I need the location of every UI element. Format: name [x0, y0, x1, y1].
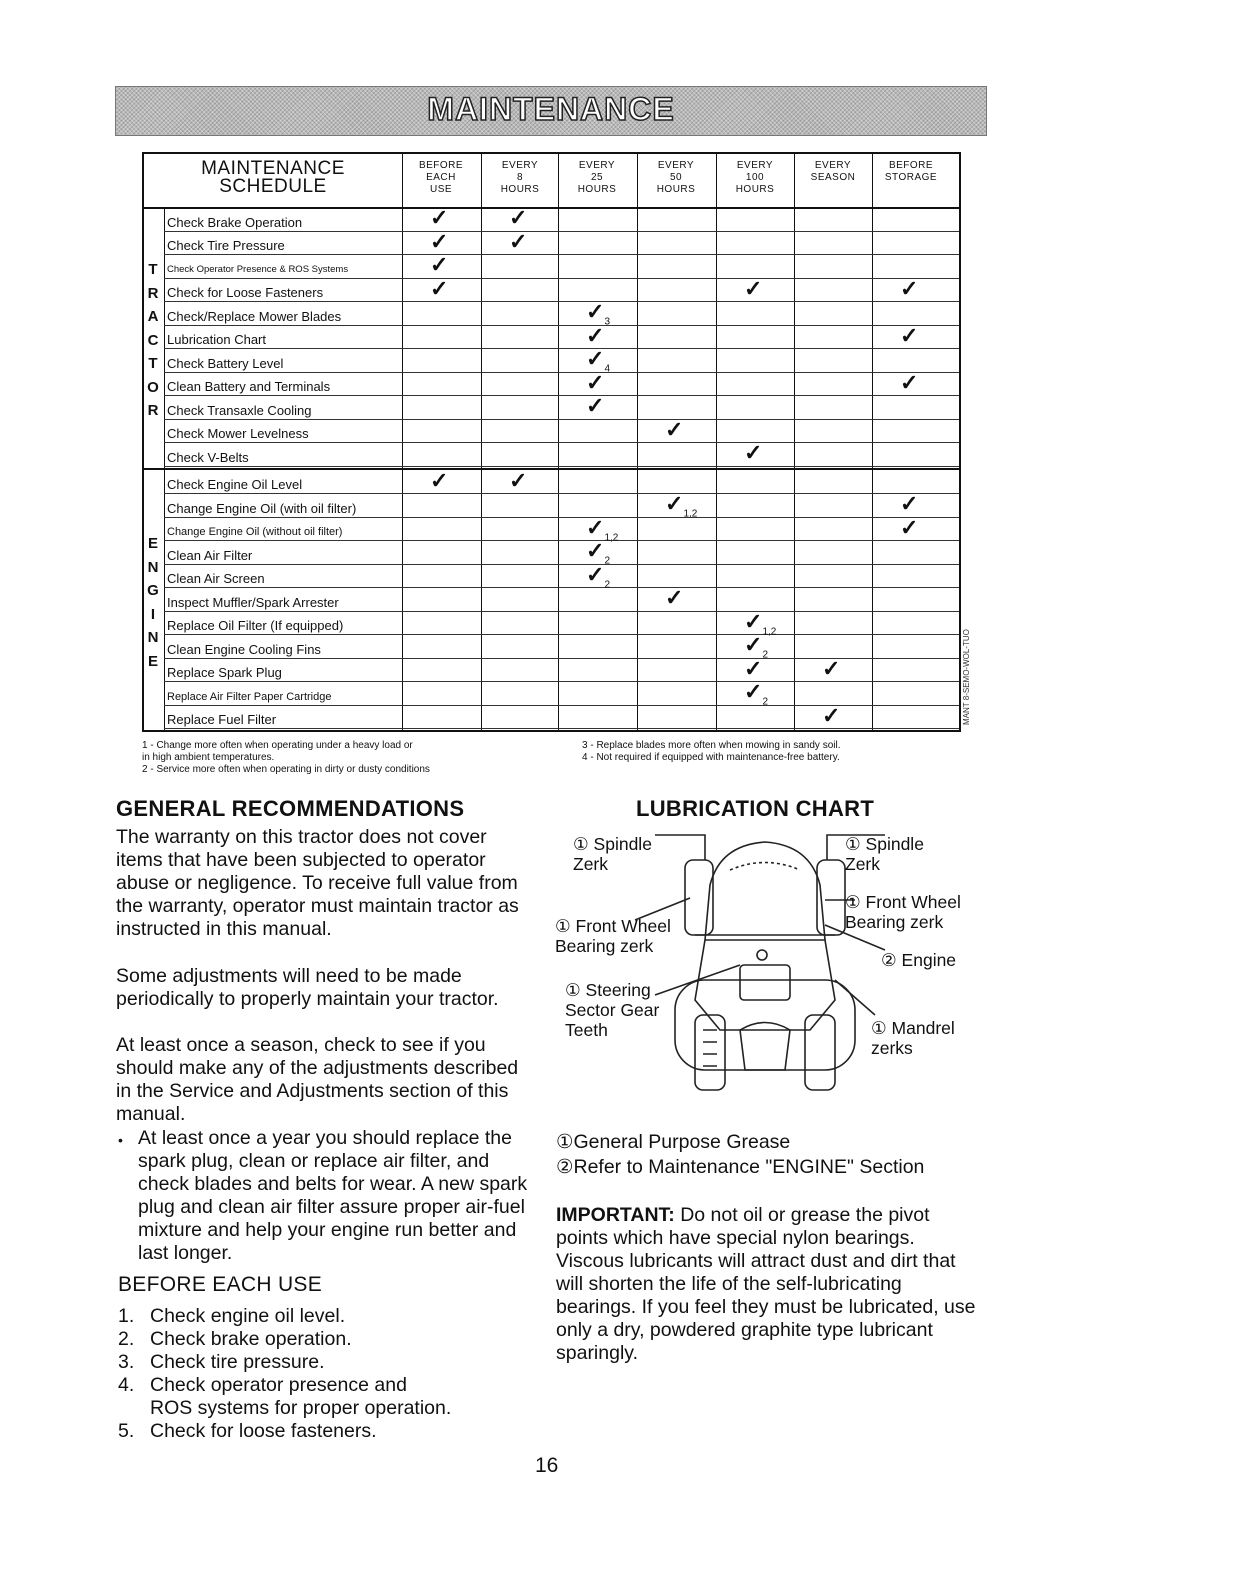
check-mark-glyph: ✓	[586, 393, 605, 418]
check-mark-glyph: ✓	[900, 491, 919, 516]
lubrication-chart-heading: LUBRICATION CHART	[636, 796, 875, 821]
task-label: Replace Oil Filter (If equipped)	[167, 618, 344, 633]
task-label: Replace Air Filter Paper Cartridge	[167, 690, 332, 703]
footnote-ref: 1,2	[604, 531, 619, 543]
task-label: Inspect Muffler/Spark Arrester	[167, 594, 339, 610]
footnote-1: 1 - Change more often when operating under a heavy load or in high ambient temperatures.	[142, 740, 413, 763]
check-mark-icon	[744, 655, 763, 681]
check-mark-icon	[744, 275, 763, 301]
document-code: MANT 8-SEMO-WOL-TUO	[962, 629, 971, 725]
footnote-ref: 2	[604, 578, 610, 590]
check-mark-glyph: ✓	[744, 275, 763, 301]
footnote-ref: 3	[604, 316, 610, 328]
group-letter: R	[147, 284, 159, 302]
table-row	[164, 369, 959, 397]
column-header: EVERY 50 HOURS	[656, 160, 696, 195]
maintenance-schedule-table	[142, 152, 961, 732]
footnote-ref: 1,2	[683, 508, 698, 520]
check-mark-glyph: ✓	[509, 228, 528, 254]
check-mark-glyph: ✓	[665, 491, 684, 516]
list-text: Check tire pressure.	[150, 1351, 325, 1373]
check-mark-icon	[430, 252, 449, 277]
column-header: EVERY SEASON	[810, 160, 856, 183]
group-letter: I	[150, 605, 156, 623]
check-mark-glyph: ✓	[430, 275, 449, 301]
task-label: Change Engine Oil (without oil filter)	[167, 526, 343, 538]
list-text: ROS systems for proper operation.	[150, 1397, 452, 1419]
general-para-adjustments: Some adjustments will need to be made periodically to properly maintain your tractor.	[116, 965, 499, 1010]
table-row	[164, 275, 959, 303]
table-row	[164, 493, 959, 518]
check-mark-glyph: ✓	[586, 369, 605, 395]
general-bullet-yearly: At least once a year you should replace the spark plug, clean or replace air filter, and check blades and belts for wear. A new spark plug and clean air filter assure proper air-fuel mixture and help your engine run better and last longer.	[138, 1127, 528, 1264]
check-mark-icon	[430, 467, 449, 493]
before-each-use-heading: BEFORE EACH USE	[118, 1273, 323, 1296]
check-mark-glyph: ✓	[665, 585, 684, 610]
group-letter: T	[148, 261, 158, 278]
page-number: 16	[535, 1454, 559, 1477]
task-label: Lubrication Chart	[167, 332, 266, 347]
footnote-ref: 4	[604, 363, 610, 375]
check-mark-glyph: ✓	[430, 228, 449, 254]
task-label: Clean Air Filter	[167, 547, 253, 563]
check-mark-glyph: ✓	[586, 538, 605, 563]
table-row	[164, 442, 959, 467]
list-text: Check brake operation.	[150, 1328, 352, 1350]
footnote-2: 2 - Service more often when operating in dirty or dusty conditions	[142, 764, 430, 775]
check-mark-icon	[430, 228, 449, 254]
engine-group-label	[146, 532, 160, 673]
list-number: 1.	[118, 1305, 135, 1327]
check-mark-glyph: ✓	[744, 440, 763, 465]
list-item	[118, 1351, 324, 1374]
table-row	[164, 608, 959, 636]
list-text: Check operator presence and	[150, 1374, 407, 1396]
list-number: 3.	[118, 1351, 135, 1373]
task-label: Clean Air Screen	[167, 571, 265, 586]
column-header: BEFORE EACH USE	[418, 160, 464, 195]
bullet-icon: •	[118, 1132, 123, 1148]
table-row	[164, 587, 959, 612]
footnote-ref: 1,2	[762, 625, 777, 637]
table-row	[164, 207, 959, 232]
list-item	[118, 1374, 407, 1397]
check-mark-glyph: ✓	[430, 467, 449, 493]
task-label: Check for Loose Fasteners	[167, 285, 324, 300]
label-spindle-zerk-left: ① Spindle Zerk	[573, 834, 652, 874]
check-mark-glyph: ✓	[900, 514, 919, 540]
footnote-ref: 2	[762, 696, 768, 708]
check-mark-icon	[430, 275, 449, 301]
table-row	[164, 540, 959, 565]
check-mark-glyph: ✓	[509, 205, 528, 230]
check-mark-icon	[900, 514, 919, 540]
check-mark-glyph: ✓	[586, 514, 605, 540]
label-steering-sector-gear: ① Steering Sector Gear Teeth	[565, 980, 660, 1040]
column-header: EVERY 8 HOURS	[500, 160, 540, 195]
check-mark-icon	[430, 205, 449, 230]
check-mark-icon	[665, 416, 684, 442]
table-row	[164, 395, 959, 420]
footnote-ref: 2	[762, 649, 768, 661]
list-number: 4.	[118, 1374, 135, 1396]
task-label: Clean Engine Cooling Fins	[167, 641, 321, 657]
table-row	[164, 561, 959, 589]
task-label: Check Tire Pressure	[167, 238, 285, 253]
column-header: EVERY 25 HOURS	[577, 160, 617, 195]
footnote-4: 4 - Not required if equipped with maintenance-free battery.	[582, 752, 840, 763]
check-mark-icon	[509, 467, 528, 493]
task-label: Change Engine Oil (with oil filter)	[167, 500, 357, 516]
check-mark-icon	[586, 369, 605, 395]
list-number: 5.	[118, 1420, 135, 1442]
label-engine: ② Engine	[881, 950, 957, 970]
check-mark-glyph: ✓	[822, 655, 841, 681]
task-label: Check Battery Level	[167, 355, 284, 371]
list-item	[118, 1328, 352, 1351]
table-row	[164, 254, 959, 279]
check-mark-glyph: ✓	[586, 299, 605, 324]
check-mark-icon	[900, 369, 919, 395]
check-mark-glyph: ✓	[509, 467, 528, 493]
check-mark-glyph: ✓	[586, 322, 605, 348]
task-label: Check Transaxle Cooling	[167, 402, 312, 418]
group-letter: E	[147, 535, 158, 553]
general-para-season: At least once a season, check to see if you should make any of the adjustments described in the Service and Adjustments section of this manual.	[116, 1034, 519, 1125]
general-recommendations-heading: GENERAL RECOMMENDATIONS	[116, 796, 465, 821]
list-item	[118, 1397, 451, 1420]
list-text: Check for loose fasteners.	[150, 1420, 377, 1442]
check-mark-glyph: ✓	[744, 655, 763, 681]
check-mark-glyph: ✓	[900, 369, 919, 395]
table-title-line2: SCHEDULE	[219, 176, 327, 197]
check-mark-glyph: ✓	[900, 275, 919, 301]
table-row	[164, 467, 959, 495]
banner-title: MAINTENANCE	[427, 91, 675, 127]
check-mark-icon	[822, 702, 841, 728]
table-title	[144, 160, 402, 196]
group-letter: T	[148, 355, 158, 372]
task-label: Check/Replace Mower Blades	[167, 308, 342, 324]
check-mark-icon	[900, 322, 919, 348]
label-mandrel-zerks: ① Mandrel zerks	[871, 1018, 955, 1058]
group-letter: O	[147, 378, 159, 396]
check-mark-glyph: ✓	[586, 561, 605, 587]
task-label: Check Operator Presence & ROS Systems	[167, 263, 349, 275]
column-header: EVERY 100 HOURS	[735, 160, 775, 195]
group-letter: N	[147, 629, 159, 647]
check-mark-glyph: ✓	[744, 679, 763, 704]
table-row	[164, 228, 959, 256]
task-label: Check Engine Oil Level	[167, 477, 303, 492]
check-mark-icon	[900, 491, 919, 516]
task-label: Replace Fuel Filter	[167, 712, 277, 727]
check-mark-glyph: ✓	[665, 416, 684, 442]
group-letter: R	[147, 402, 159, 419]
check-mark-icon	[900, 275, 919, 301]
table-title-line1: MAINTENANCE	[201, 158, 345, 179]
check-mark-icon	[509, 228, 528, 254]
important-label: IMPORTANT:	[556, 1204, 675, 1226]
check-mark-glyph: ✓	[430, 205, 449, 230]
check-mark-glyph: ✓	[900, 322, 919, 348]
footnote-3: 3 - Replace blades more often when mowing in sandy soil.	[582, 740, 841, 751]
lubrication-diagram	[555, 830, 985, 1105]
check-mark-glyph: ✓	[744, 632, 763, 657]
table-row	[164, 301, 959, 326]
table-row	[164, 416, 959, 444]
group-letter: E	[147, 652, 158, 670]
important-note	[556, 1204, 986, 1365]
task-label: Check Mower Levelness	[167, 426, 309, 441]
table-row	[164, 322, 959, 350]
group-letter: G	[147, 582, 159, 600]
legend-refer-engine-section: ②Refer to Maintenance "ENGINE" Section	[556, 1156, 925, 1178]
check-mark-glyph: ✓	[744, 608, 763, 634]
section-banner	[115, 86, 987, 136]
list-item	[118, 1420, 377, 1443]
important-text: Do not oil or grease the pivot points which have special nylon bearings. Viscous lubricants will attract dust and dirt that will shorten the life of the self-lubricating bearings. If you feel they must be lubricated, use only a dry, powdered graphite type lubricant sparingly.	[556, 1204, 976, 1364]
check-mark-icon	[586, 393, 605, 418]
check-mark-icon	[822, 655, 841, 681]
check-mark-glyph: ✓	[586, 346, 605, 371]
general-para-warranty: The warranty on this tractor does not cover items that have been subjected to operator abuse or negligence. To receive full value from the warranty, operator must maintain tractor as instructed in this manual.	[116, 826, 519, 940]
check-mark-icon	[665, 585, 684, 610]
table-row	[164, 348, 959, 373]
label-spindle-zerk-right: ① Spindle Zerk	[845, 834, 924, 874]
check-mark-glyph: ✓	[430, 252, 449, 277]
list-number: 2.	[118, 1328, 135, 1350]
group-letter: A	[147, 308, 159, 325]
check-mark-icon	[744, 440, 763, 465]
task-label: Check V-Belts	[167, 449, 249, 465]
check-mark-icon	[586, 322, 605, 348]
group-letter: N	[147, 558, 159, 576]
task-label: Check Brake Operation	[167, 214, 303, 230]
check-mark-glyph: ✓	[822, 702, 841, 728]
footnote-ref: 2	[604, 555, 610, 567]
label-front-wheel-bearing-right: ① Front Wheel Bearing zerk	[845, 892, 961, 932]
task-label: Replace Spark Plug	[167, 665, 282, 680]
group-letter: C	[147, 331, 159, 349]
task-label: Clean Battery and Terminals	[167, 379, 331, 394]
list-text: Check engine oil level.	[150, 1305, 346, 1327]
tractor-group-label	[146, 258, 160, 423]
legend-general-purpose-grease: ①General Purpose Grease	[556, 1131, 791, 1153]
column-header: BEFORE STORAGE	[884, 160, 938, 183]
label-front-wheel-bearing-left: ① Front Wheel Bearing zerk	[555, 916, 671, 956]
check-mark-icon	[509, 205, 528, 230]
list-item	[118, 1305, 345, 1328]
